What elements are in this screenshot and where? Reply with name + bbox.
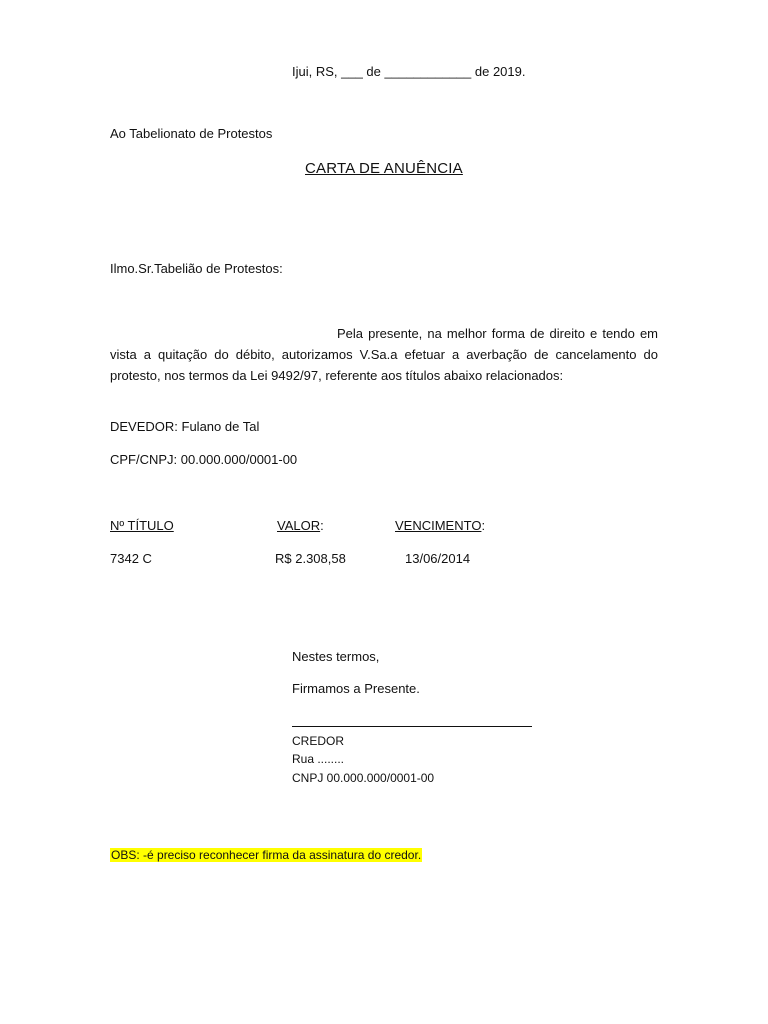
header-titulo: Nº TÍTULO <box>110 518 174 533</box>
body-text: Pela presente, na melhor forma de direito e tendo em vista a quitação do débito, autorizamos V.Sa.a efetuar a averbação de cancelamento do protesto, nos termos da Lei 9492/97, referente aos títulos abaixo relacionados: <box>110 326 658 383</box>
row-valor: R$ 2.308,58 <box>275 551 346 566</box>
signature-line <box>292 726 532 727</box>
header-vencimento-colon: : <box>481 518 486 533</box>
place-date: Ijui, RS, ___ de ____________ de 2019. <box>292 64 526 79</box>
header-vencimento <box>395 518 485 533</box>
closing-line2: Firmamos a Presente. <box>292 681 420 696</box>
devedor: DEVEDOR: Fulano de Tal <box>110 419 260 434</box>
closing-line1: Nestes termos, <box>292 649 380 664</box>
row-titulo: 7342 C <box>110 551 152 566</box>
body-paragraph <box>110 323 658 386</box>
row-vencimento: 13/06/2014 <box>405 551 471 566</box>
salutation: Ilmo.Sr.Tabelião de Protestos: <box>110 261 283 276</box>
creditor-name: CREDOR <box>292 734 345 748</box>
creditor-address: Rua ........ <box>292 752 345 766</box>
header-vencimento-label: VENCIMENTO <box>395 518 482 533</box>
document-title: CARTA DE ANUÊNCIA <box>305 160 463 177</box>
header-valor <box>277 518 324 533</box>
obs-highlight: OBS: -é preciso reconhecer firma da assinatura do credor. <box>111 848 422 862</box>
header-valor-colon: : <box>320 518 324 533</box>
obs-note <box>110 847 422 862</box>
header-valor-label: VALOR <box>277 518 321 533</box>
recipient: Ao Tabelionato de Protestos <box>110 126 273 141</box>
creditor-cnpj: CNPJ 00.000.000/0001-00 <box>292 771 435 785</box>
cpf-cnpj: CPF/CNPJ: 00.000.000/0001-00 <box>110 452 298 467</box>
